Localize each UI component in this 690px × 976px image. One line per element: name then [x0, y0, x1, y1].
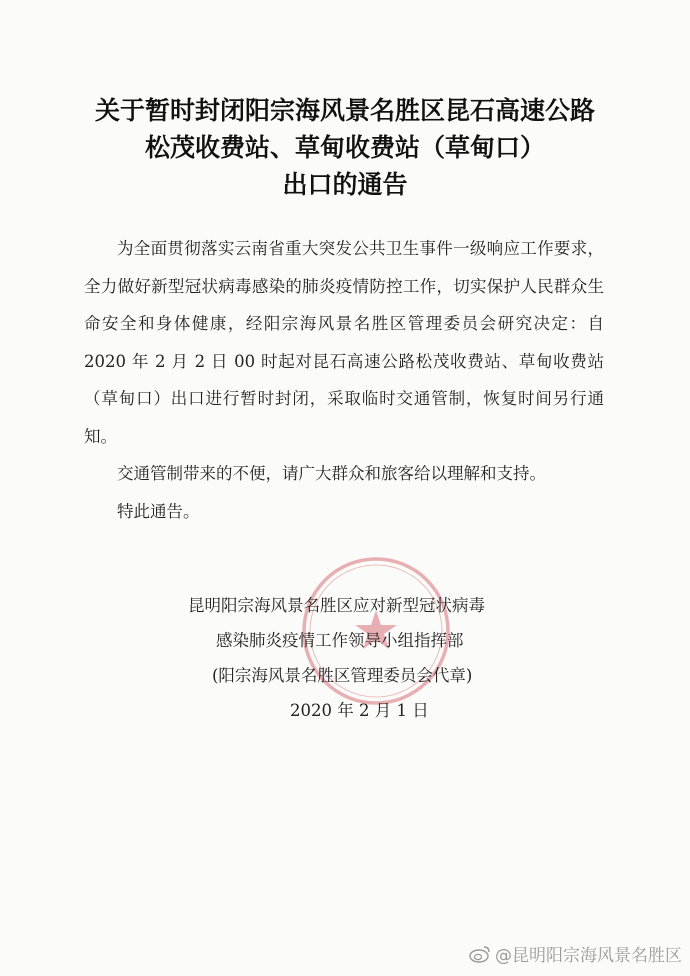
- issue-date: 2020 年 2 月 1 日: [290, 701, 429, 720]
- title-line-3: 出口的通告: [282, 170, 408, 199]
- body-paragraph-1: 为全面贯彻落实云南省重大突发公共卫生事件一级响应工作要求，全力做好新型冠状病毒感染的肺炎疫情防控工作，切实保护人民群众生命安全和身体健康，经阳宗海风景名胜区管理委员会研究决定：自 2020 年 2 月 2 日 00 时起对昆石高速公路松茂收费站、草甸收费站（草甸口）出口进行暂时封闭，采取临时交通管制，恢复时间另行通知。: [84, 239, 604, 446]
- issuer-signature: [160, 588, 680, 728]
- weibo-watermark: [469, 941, 682, 966]
- issuer-line-3: (阳宗海风景名胜区管理委员会代章): [212, 666, 473, 685]
- notice-title: [60, 92, 630, 203]
- weibo-icon: [469, 945, 491, 963]
- title-line-2: 松茂收费站、草甸收费站（草甸口）: [144, 133, 545, 162]
- title-line-1: 关于暂时封闭阳宗海风景名胜区昆石高速公路: [94, 96, 595, 125]
- watermark-text: @昆明阳宗海风景名胜区: [495, 946, 682, 966]
- body-paragraph-3: 特此通告。: [117, 501, 200, 521]
- notice-body: [84, 230, 604, 530]
- issuer-line-2: 感染肺炎疫情工作领导小组指挥部: [216, 631, 464, 650]
- issuer-line-1: 昆明阳宗海风景名胜区应对新型冠状病毒: [188, 596, 485, 615]
- body-paragraph-2: 交通管制带来的不便，请广大群众和旅客给以理解和支持。: [117, 464, 546, 483]
